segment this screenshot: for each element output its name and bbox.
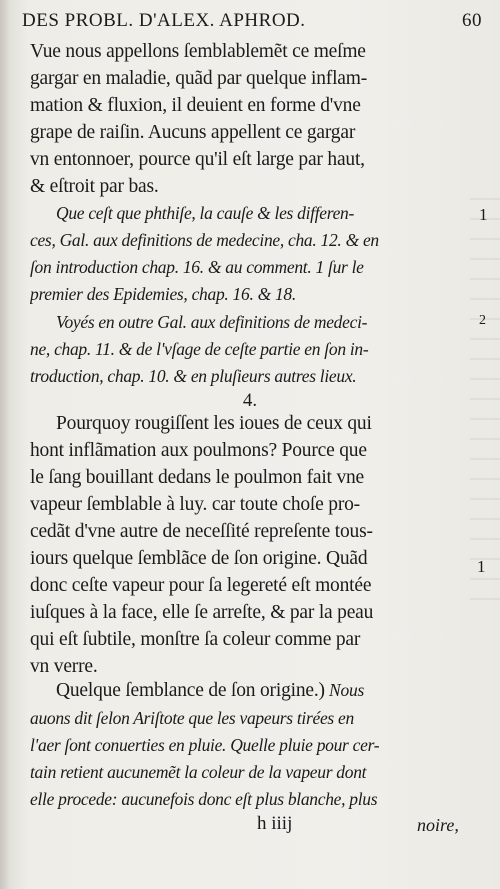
note-line: ſon introduction chap. 16. & au comment. 1 ſur le [30, 257, 364, 277]
running-header [22, 10, 482, 34]
signature-mark: h iiij [257, 813, 293, 834]
page-number: 60 [462, 10, 482, 31]
paragraph-1 [30, 38, 470, 200]
margin-note-number: 1 [477, 557, 486, 576]
note-line: ces, Gal. aux definitions de medecine, cha. 12. & en [30, 230, 379, 250]
text-line: vapeur ſemblable à luy. car toute choſe pro- [30, 494, 360, 515]
paragraph-3-lead [30, 677, 470, 704]
text-line: tain retient aucunemẽt la coleur de la vapeur dont [30, 762, 367, 782]
text-line: qui eſt ſubtile, monſtre ſa coleur comme par [30, 629, 361, 650]
margin-note-number: 1 [479, 205, 488, 224]
text-line: & eſtroit par bas. [30, 176, 159, 197]
text-line: Vue nous appellons ſemblablemẽt ce meſme [30, 41, 366, 62]
text-line: mation & fluxion, il deuient en forme d'vne [30, 95, 361, 116]
text-line: vn entonnoer, pource qu'il eſt large par haut, [30, 149, 365, 170]
paragraph-2 [30, 410, 470, 680]
text-line: iours quelque ſemblãce de ſon origine. Quãd [30, 548, 368, 569]
annotation-note-2 [30, 309, 470, 390]
running-title: DES PROBL. D'ALEX. APHROD. [22, 10, 306, 31]
note-line: Voyés en outre Gal. aux definitions de medeci- [56, 312, 368, 332]
text-line: le ſang bouillant dedans le poulmon fait vne [30, 467, 364, 488]
text-line: elle procede: aucunefois donc eſt plus blanche, plus [30, 789, 378, 809]
text-line: donc ceſte vapeur pour ſa legereté eſt montée [30, 575, 372, 596]
text-line: vn verre. [30, 656, 98, 677]
section-number: 4. [242, 390, 258, 411]
text-line [30, 677, 470, 704]
lemma-text: Quelque ſemblance de ſon origine.) [56, 680, 325, 701]
note-line: Que ceſt que phthiſe, la cauſe & les differen- [56, 203, 355, 223]
note-line: troduction, chap. 10. & en pluſieurs autres lieux. [30, 366, 357, 386]
page-gutter-shadow [0, 0, 10, 889]
text-line: auons dit ſelon Ariſtote que les vapeurs tirées en [30, 708, 354, 728]
text-line: grape de raiſin. Aucuns appellent ce gargar [30, 122, 356, 143]
note-line: premier des Epidemies, chap. 16. & 18. [30, 284, 296, 304]
lemma-italic-text: Nous [324, 680, 365, 700]
catchword: noire, [417, 815, 459, 835]
text-line: gargar en maladie, quãd par quelque inflam- [30, 68, 368, 89]
text-line: iuſques à la face, elle ſe arreſte, & par la peau [30, 602, 374, 623]
margin-note-number: 2 [479, 313, 486, 328]
text-line: Pourquoy rougiſſent les ioues de ceux qui [56, 413, 372, 434]
note-line: ne, chap. 11. & de l'vſage de ceſte partie en ſon in- [30, 339, 369, 359]
text-line: hont inflãmation aux poulmons? Pource que [30, 440, 367, 461]
paragraph-3 [30, 705, 470, 813]
text-line: cedãt d'vne autre de neceſſité repreſente tous- [30, 521, 373, 542]
text-line: l'aer ſont conuerties en pluie. Quelle pluie pour cer- [30, 735, 380, 755]
annotation-note-1 [30, 200, 470, 308]
